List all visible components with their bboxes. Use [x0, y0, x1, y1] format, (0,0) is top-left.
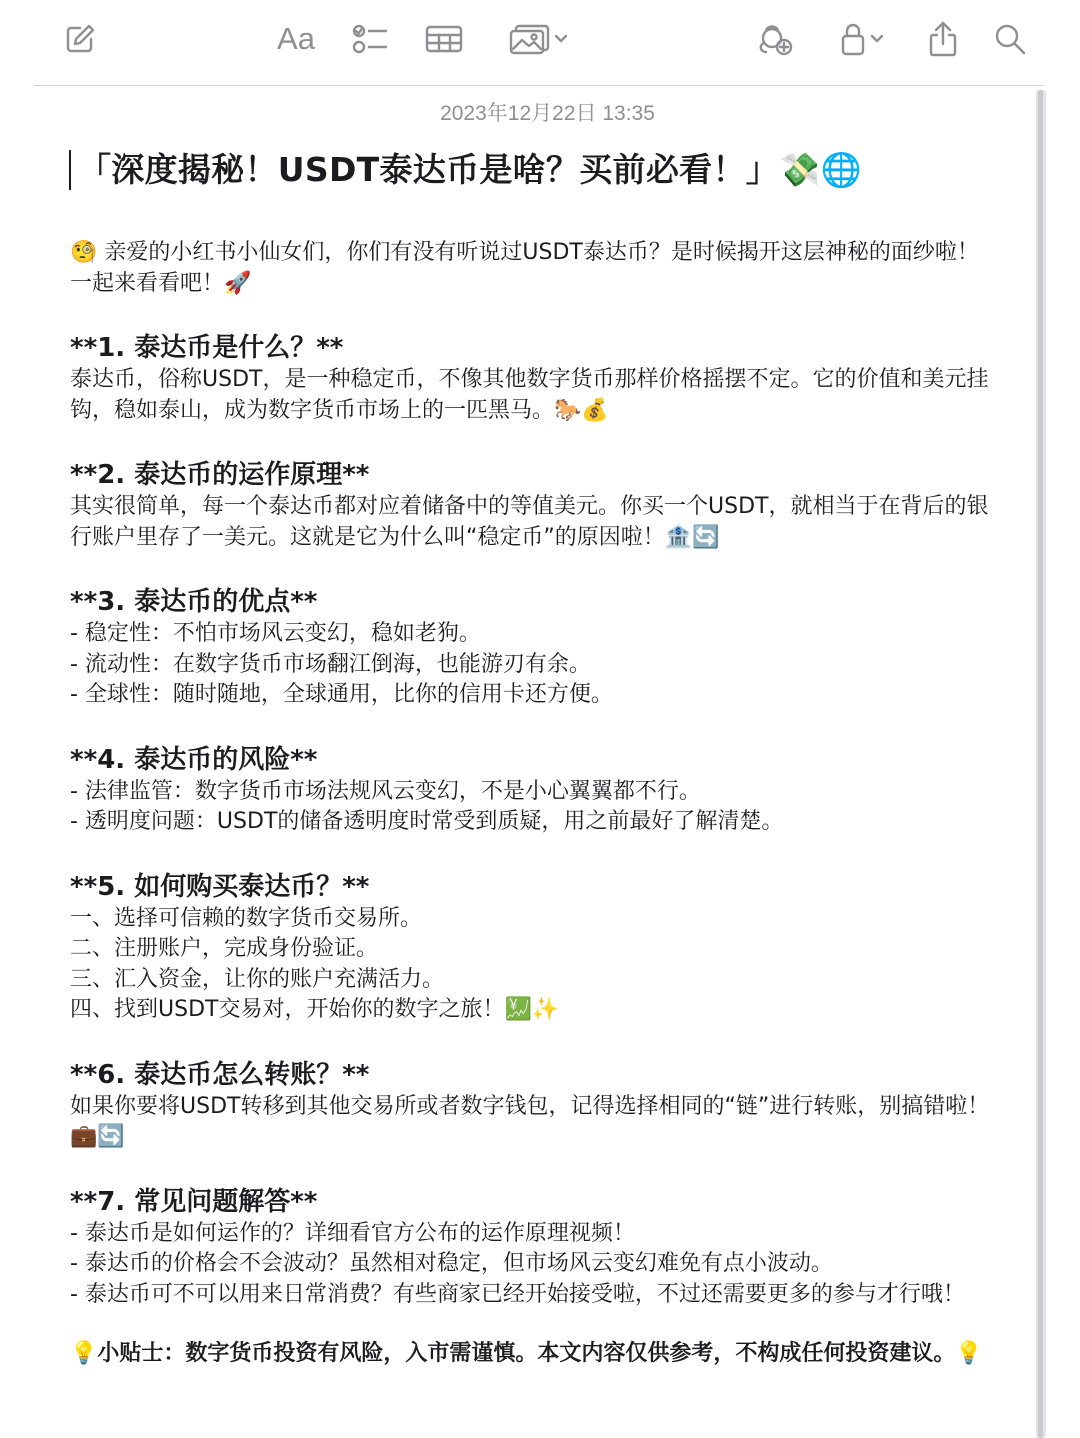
share-icon[interactable] — [924, 18, 962, 60]
note-title-text: 「深度揭秘！USDT泰达币是啥？买前必看！」💸🌐 — [78, 150, 862, 189]
section-6 — [70, 1059, 995, 1153]
lock-button[interactable] — [832, 18, 892, 60]
section-line: 一、选择可信赖的数字货币交易所。 — [70, 905, 423, 931]
search-icon[interactable] — [990, 18, 1030, 60]
text-format-icon: Aa — [277, 21, 315, 56]
note-intro: 🧐 亲爱的小红书小仙女们，你们有没有听说过USDT泰达币？是时候揭开这层神秘的面纱啦！一起来看看吧！🚀 — [70, 240, 979, 296]
section-line: 三、汇入资金，让你的账户充满活力。 — [70, 966, 445, 992]
note-tip: 💡小贴士：数字货币投资有风险，入市需谨慎。本文内容仅供参考，不构成任何投资建议。💡 — [70, 1341, 983, 1366]
chevron-down-icon — [868, 32, 886, 46]
section-line: 四、找到USDT交易对，开始你的数字之旅！💹✨ — [70, 997, 560, 1022]
section-line: - 稳定性：不怕市场风云变幻，稳如老狗。 — [70, 621, 481, 646]
section-2 — [70, 459, 995, 553]
section-line: - 流动性：在数字货币市场翻江倒海，也能游刃有余。 — [70, 651, 591, 677]
toolbar-divider — [34, 85, 1044, 86]
compose-icon[interactable] — [60, 18, 100, 60]
section-line: - 泰达币可不可以用来日常消费？有些商家已经开始接受啦，不过还需要更多的参与才行哦！ — [70, 1281, 965, 1307]
section-line: 二、注册账户，完成身份验证。 — [70, 936, 379, 961]
lock-icon — [838, 21, 868, 57]
section-heading: **1. 泰达币是什么？** — [70, 333, 344, 363]
section-1 — [70, 332, 995, 426]
section-heading: **3. 泰达币的优点** — [70, 587, 318, 617]
toolbar — [0, 0, 1080, 80]
section-4 — [70, 744, 995, 838]
section-line: 如果你要将USDT转移到其他交易所或者数字钱包，记得选择相同的“链”进行转账，别搞错啦！💼🔄 — [70, 1093, 990, 1149]
section-line: - 透明度问题：USDT的储备透明度时常受到质疑，用之前最好了解清楚。 — [70, 809, 784, 834]
section-7 — [70, 1186, 995, 1311]
section-line: - 泰达币的价格会不会波动？虽然相对稳定，但市场风云变幻难免有点小波动。 — [70, 1251, 833, 1276]
text-cursor — [69, 150, 71, 190]
section-3 — [70, 586, 995, 711]
note-body[interactable] — [70, 96, 995, 1370]
scrollbar[interactable] — [1036, 90, 1046, 1438]
chevron-down-icon — [552, 32, 570, 46]
section-5 — [70, 871, 995, 1026]
note-date: 2023年12月22日 13:35 — [440, 102, 655, 125]
media-button[interactable] — [503, 18, 575, 60]
section-line: - 泰达币是如何运作的？详细看官方公布的运作原理视频！ — [70, 1220, 635, 1246]
section-line: - 全球性：随时随地，全球通用，比你的信用卡还方便。 — [70, 682, 613, 707]
section-heading: **7. 常见问题解答** — [70, 1186, 318, 1217]
table-icon[interactable] — [423, 18, 465, 60]
section-heading: **4. 泰达币的风险** — [70, 744, 318, 775]
section-line: - 法律监管：数字货币市场法规风云变幻，不是小心翼翼都不行。 — [70, 778, 701, 804]
collaborate-icon[interactable] — [754, 18, 796, 60]
note-title[interactable] — [70, 142, 995, 198]
media-icon — [508, 22, 552, 56]
section-line: 其实很简单，每一个泰达币都对应着储备中的等值美元。你买一个USDT，就相当于在背后的银行账户里存了一美元。这就是它为什么叫“稳定币”的原因啦！🏦🔄 — [70, 494, 989, 550]
section-heading: **5. 如何购买泰达币？** — [70, 871, 370, 902]
text-format-button[interactable] — [274, 18, 318, 60]
checklist-icon[interactable] — [350, 18, 390, 60]
section-heading: **2. 泰达币的运作原理** — [70, 460, 370, 490]
section-heading: **6. 泰达币怎么转账？** — [70, 1059, 370, 1090]
section-line: 泰达币，俗称USDT，是一种稳定币，不像其他数字货币那样价格摇摆不定。它的价值和美元挂钩，稳如泰山，成为数字货币市场上的一匹黑马。🐎💰 — [70, 367, 989, 423]
